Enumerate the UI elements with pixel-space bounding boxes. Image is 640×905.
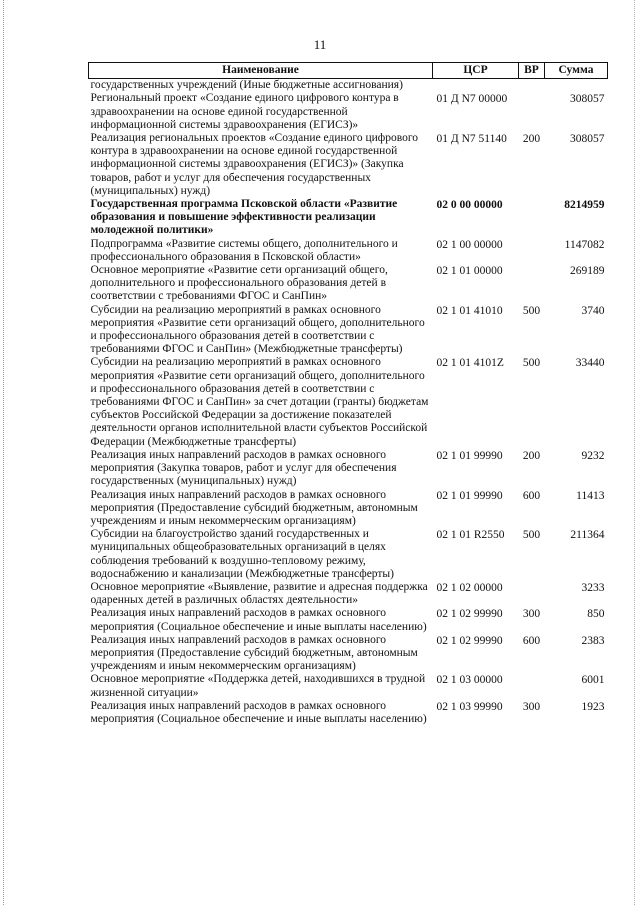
cell-vr: 600	[522, 634, 541, 647]
table-row	[89, 449, 608, 489]
cell-csr: 02 1 01 41010	[436, 304, 503, 317]
cell-sum: 3233	[581, 581, 605, 594]
cell-name: Реализация региональных проектов «Создание единого цифрового контура в здравоохранении на основе единой государственной информационной системы здравоохранения (ЕГИСЗ)» (Закупка товаров, работ и услуг для обеспечения государственных (муниципальных) нужд)	[90, 132, 419, 197]
cell-vr: 500	[522, 529, 541, 542]
cell-vr	[519, 198, 545, 238]
header-name: Наименование	[89, 63, 433, 79]
table-row	[89, 489, 608, 529]
cell-csr: 02 1 03 99990	[436, 700, 503, 713]
header-vr: ВР	[519, 63, 545, 79]
scan-edge-right	[634, 0, 636, 905]
cell-csr: 02 1 02 00000	[436, 581, 503, 594]
table-row	[89, 700, 608, 726]
cell-name: Основное мероприятие «Развитие сети организаций общего, дополнительного и профессионального образования детей в соответствии с требованиями ФГОС и СанПин»	[90, 264, 388, 303]
cell-sum	[545, 79, 608, 93]
cell-vr	[519, 79, 545, 93]
table-row	[89, 607, 608, 633]
cell-csr: 01 Д N7 51140	[436, 133, 507, 146]
cell-name: Субсидии на реализацию мероприятий в рамках основного мероприятия «Развитие сети организаций общего, дополнительного и профессионального образования детей в соответствии с требованиями ФГОС и СанПин» (Межбюджетные трансферты)	[90, 303, 425, 356]
cell-sum: 8214959	[564, 199, 605, 212]
cell-name: Реализация иных направлений расходов в рамках основного мероприятия (Закупка товаров, работ и услуг для обеспечения государственных (муниципальных) нужд)	[90, 448, 397, 488]
cell-name: Субсидии на благоустройство зданий государственных и муниципальных общеобразовательных организаций в целях соблюдения требований к воздушно-тепловому режиму, водоснабжению и канализации (Межбюджетные трансферты)	[90, 528, 394, 580]
table-row	[89, 264, 608, 304]
cell-sum: 308057	[570, 93, 605, 106]
table-row	[89, 356, 608, 448]
cell-sum: 6001	[581, 674, 605, 687]
cell-sum: 2383	[581, 634, 605, 647]
cell-vr	[519, 581, 545, 607]
scan-edge-left	[3, 0, 5, 905]
cell-csr: 02 1 01 4101Z	[436, 357, 504, 370]
cell-csr: 01 Д N7 00000	[436, 93, 508, 106]
cell-vr	[519, 673, 545, 699]
cell-vr: 500	[522, 304, 541, 317]
table-row	[89, 79, 608, 93]
cell-csr: 02 1 02 99990	[436, 608, 503, 621]
page-number: 11	[313, 37, 327, 52]
cell-name: Реализация иных направлений расходов в рамках основного мероприятия (Социальное обеспечение и иные выплаты населению)	[90, 699, 427, 725]
cell-sum: 269189	[570, 265, 605, 278]
cell-name: Реализация иных направлений расходов в рамках основного мероприятия (Социальное обеспечение и иные выплаты населению)	[90, 607, 427, 633]
cell-csr: 02 1 01 00000	[436, 265, 503, 278]
table-header	[89, 63, 608, 79]
table-row	[89, 238, 608, 264]
table-row	[89, 92, 608, 132]
table-row	[89, 528, 608, 581]
cell-name: Основное мероприятие «Выявление, развитие и адресная поддержка одаренных детей в различных областях деятельности»	[90, 580, 428, 607]
cell-vr: 600	[522, 489, 541, 502]
header-csr: ЦСР	[433, 63, 519, 79]
header-sum: Сумма	[545, 63, 608, 79]
cell-sum: 1147082	[564, 238, 605, 251]
budget-table	[88, 62, 608, 726]
cell-name: Субсидии на реализацию мероприятий в рамках основного мероприятия «Развитие сети организаций общего, дополнительного и профессионального образования детей в соответствии с требованиями ФГОС и СанПин» за счет дотации (гранты) бюджетам субъектов Российской Федерации за достижение показателей деятельности органов исполнительной власти субъектов Российской Федерации (Межбюджетные трансферты)	[90, 356, 429, 448]
cell-vr: 300	[522, 700, 541, 713]
table-body	[89, 79, 608, 726]
cell-csr	[433, 79, 519, 93]
table-row	[89, 634, 608, 674]
cell-csr: 02 1 01 R2550	[436, 529, 505, 542]
cell-name: Реализация иных направлений расходов в рамках основного мероприятия (Предоставление субсидий бюджетным, автономным учреждениям и иным некоммерческим организациям)	[90, 488, 418, 527]
header-row	[89, 63, 608, 79]
cell-sum: 850	[587, 608, 605, 621]
cell-sum: 1923	[581, 700, 605, 713]
table-row	[89, 581, 608, 607]
cell-vr	[519, 264, 545, 304]
cell-vr	[519, 238, 545, 264]
table-row	[89, 198, 608, 238]
cell-name: государственных учреждений (Иные бюджетные ассигнования)	[90, 79, 403, 92]
cell-csr: 02 1 02 99990	[436, 634, 503, 647]
cell-name: Государственная программа Псковской области «Развитие образования и повышение эффективности реализации молодежной политики»	[90, 198, 398, 237]
cell-csr: 02 1 00 00000	[436, 238, 503, 251]
table-row	[89, 132, 608, 198]
cell-sum: 9232	[581, 449, 605, 462]
cell-sum: 211364	[570, 529, 605, 542]
cell-csr: 02 1 01 99990	[436, 489, 503, 502]
cell-sum: 3740	[581, 304, 605, 317]
cell-name: Основное мероприятие «Поддержка детей, находившихся в трудной жизненной ситуации»	[90, 673, 426, 699]
cell-vr: 200	[522, 133, 541, 146]
cell-sum: 11413	[576, 489, 605, 502]
table-row	[89, 304, 608, 357]
cell-csr: 02 0 00 00000	[436, 199, 503, 212]
cell-sum: 308057	[570, 133, 605, 146]
cell-name: Реализация иных направлений расходов в рамках основного мероприятия (Предоставление субсидий бюджетным, автономным учреждениям и иным некоммерческим организациям)	[90, 633, 418, 673]
cell-sum: 33440	[575, 357, 605, 370]
cell-vr	[519, 92, 545, 132]
table-row	[89, 673, 608, 699]
cell-vr: 500	[522, 357, 541, 370]
cell-name: Подпрограмма «Развитие системы общего, дополнительного и профессионального образования в Псковской области»	[90, 237, 398, 263]
cell-csr: 02 1 03 00000	[436, 674, 503, 687]
cell-csr: 02 1 01 99990	[436, 449, 503, 462]
cell-vr: 300	[522, 608, 541, 621]
cell-name: Региональный проект «Создание единого цифрового контура в здравоохранении на основе единой государственной информационной системы здравоохранения (ЕГИСЗ)»	[90, 92, 399, 131]
cell-vr: 200	[522, 449, 541, 462]
